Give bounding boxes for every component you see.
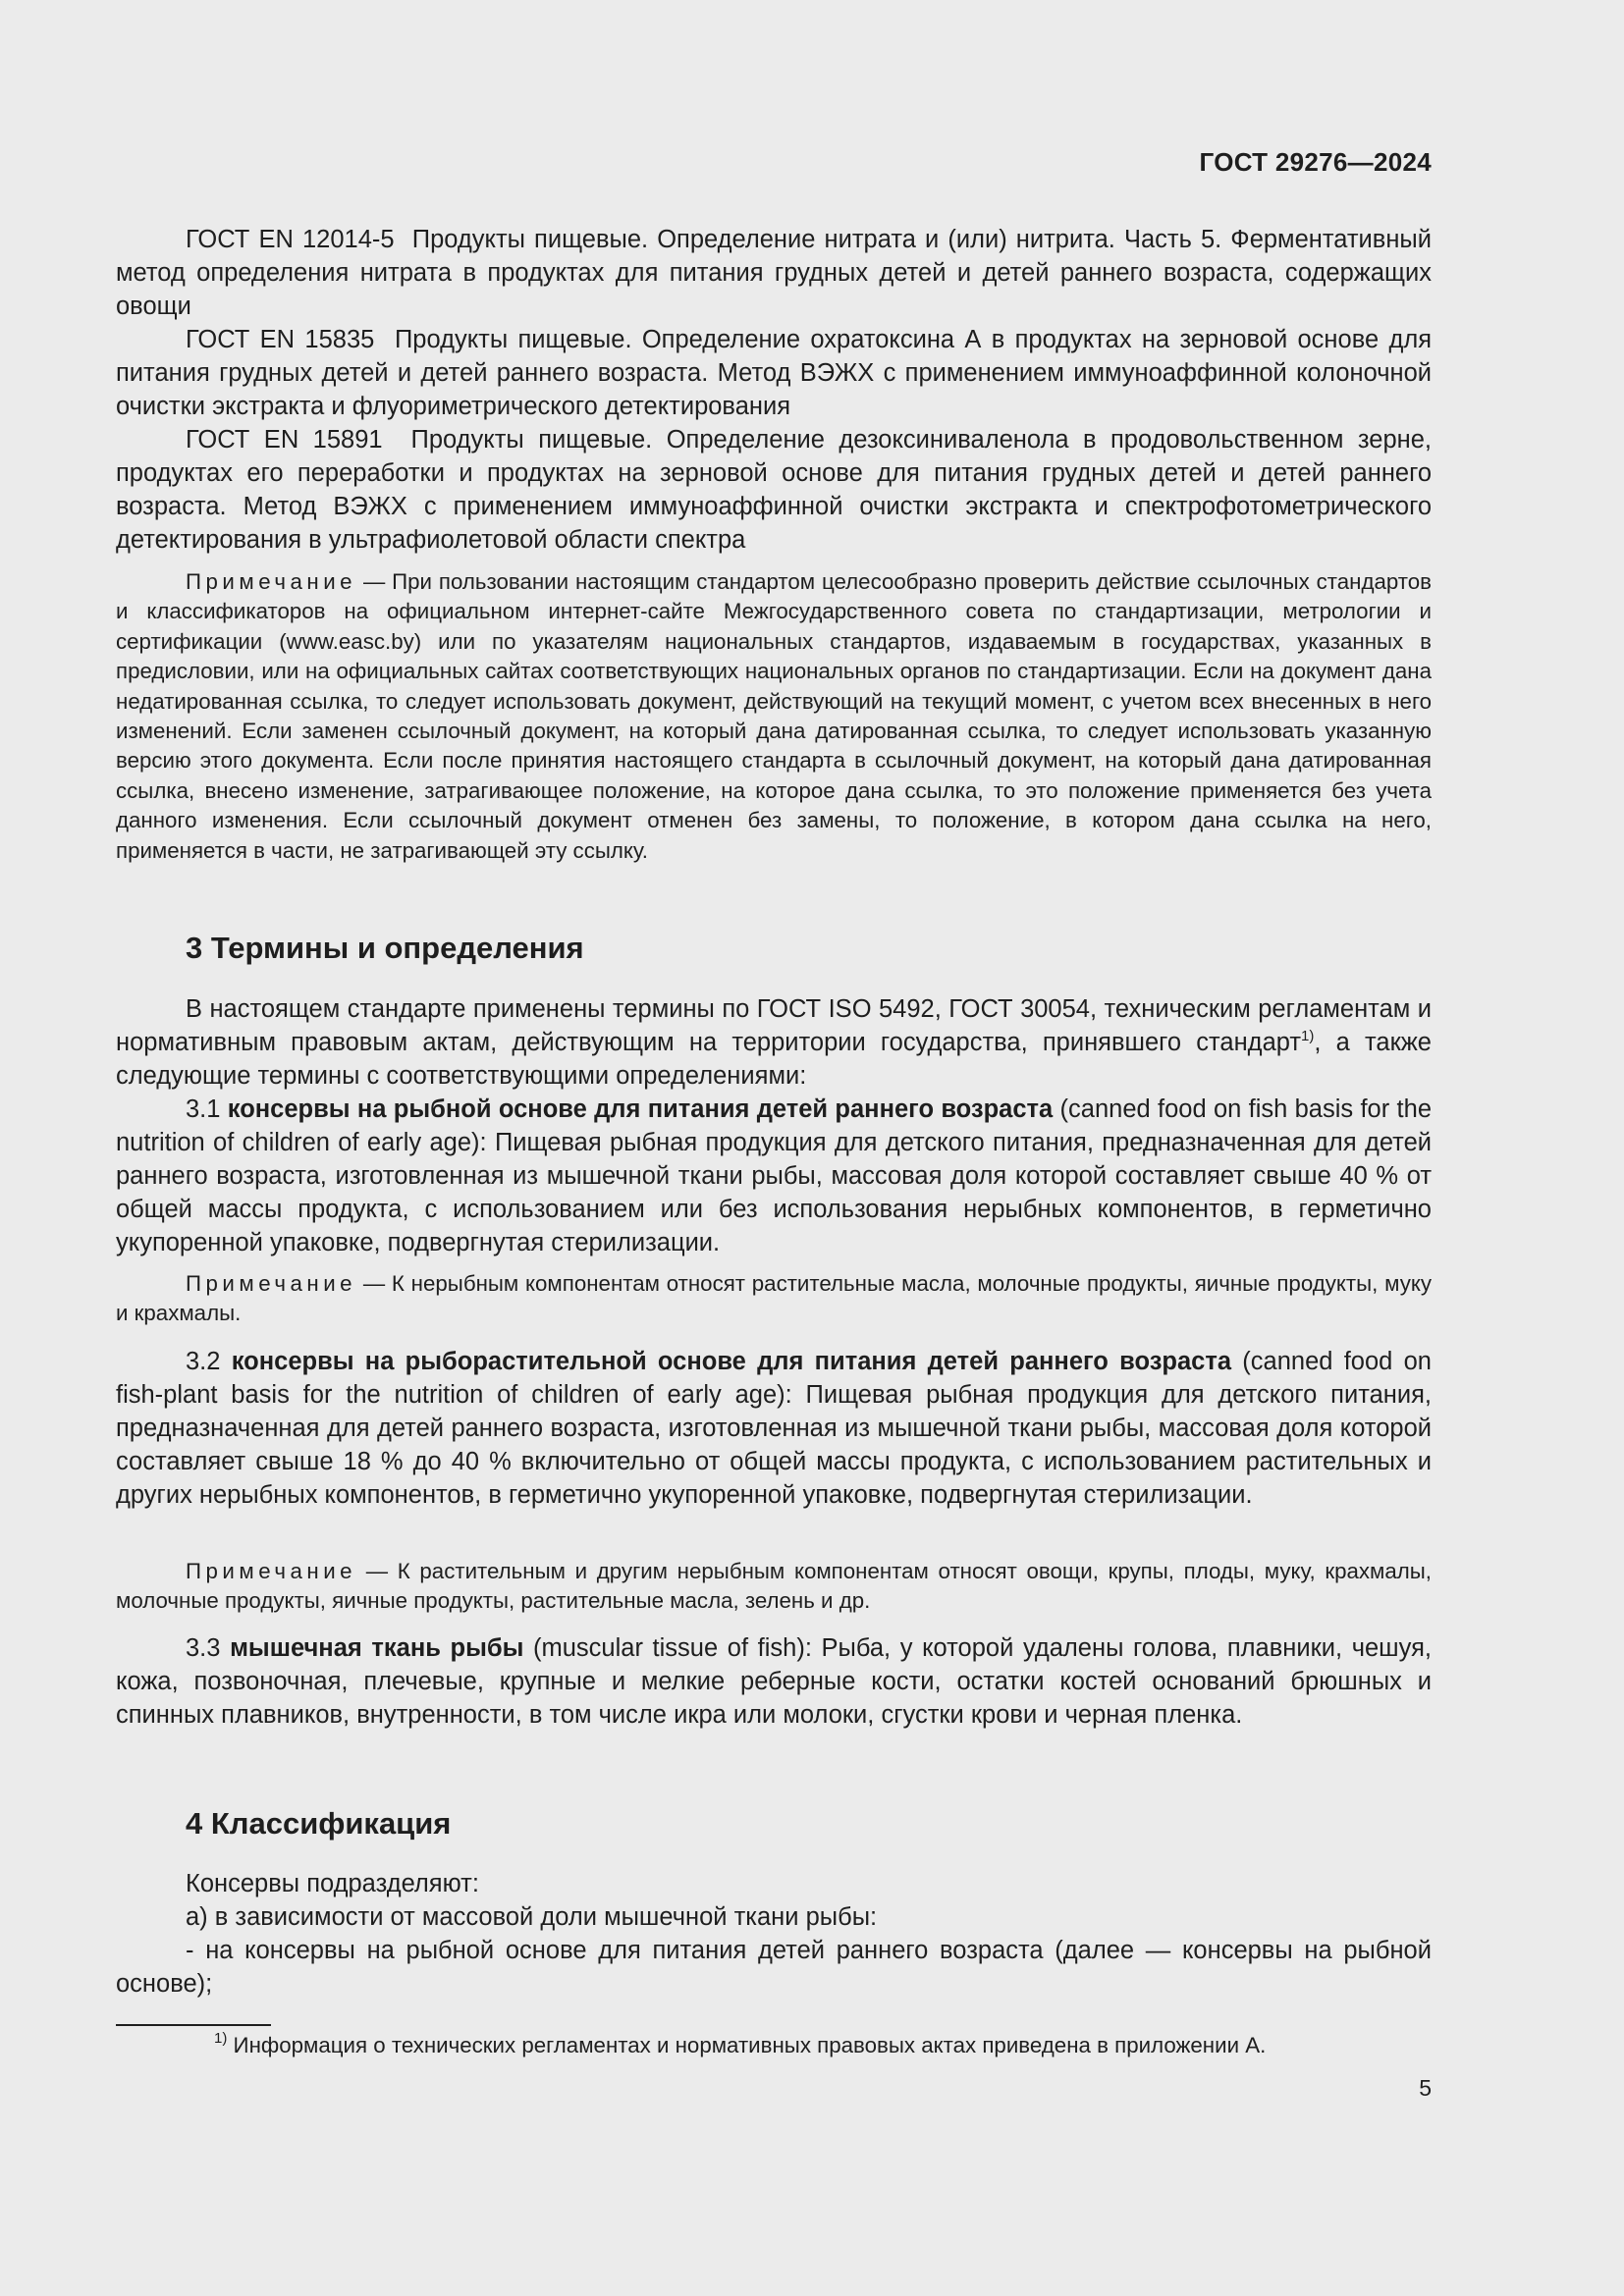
term-definition: (canned food on fish-plant basis for the nutrition of children of early age): Пищевая рыбная продукция для детского питания, предназначенная для детей раннего возраста, изготовленная из мышечной ткани рыбы, массовая доля которой составляет свыше 18 % до 40 % включительно от общей массы продукта, с использованием растительных и других нерыбных компонентов, в герметично укупоренной упаковке, подвергнутая стерилизации. [116,1348,1432,1509]
section-3-body [116,992,1432,1259]
normative-references [116,223,1432,557]
term-number: 3.1 [186,1095,221,1123]
reference-title: Продукты пищевые. Определение дезоксиниваленола в продовольственном зерне, продуктах его переработки и продуктах на зерновой основе для питания грудных детей и детей раннего возраста. Метод ВЭЖХ с применением иммуноаффинной очистки экстракта и спектрофотометрического детектирования в ультрафиолетовой области спектра [116,426,1433,554]
paragraph: Консервы подразделяют: [186,1870,479,1897]
reference-item [116,223,1432,323]
term-3-1-note [116,1269,1432,1329]
term-number: 3.2 [186,1348,221,1375]
section-4-body [116,1867,1432,2001]
reference-code: ГОСТ EN 12014-5 [186,226,395,253]
term-name: консервы на рыбной основе для питания детей раннего возраста [227,1095,1054,1123]
list-item: - на консервы на рыбной основе для питания детей раннего возраста (далее — консервы на рыбной основе); [116,1937,1432,1998]
footnote [116,2031,1530,2060]
document-code: ГОСТ 29276—2024 [1199,147,1432,177]
reference-title: Продукты пищевые. Определение нитрата и (или) нитрита. Часть 5. Ферментативный метод определения нитрата в продуктах для питания грудных детей и детей раннего возраста, содержащих овощи [116,226,1432,320]
footnote-separator [116,2024,271,2026]
note-text: — К растительным и другим нерыбным компонентам относят овощи, крупы, плоды, муку, крахмалы, молочные продукты, яичные продукты, растительные масла, зелень и др. [116,1559,1432,1614]
term-name: консервы на рыборастительной основе для питания детей раннего возраста [231,1348,1232,1375]
reference-code: ГОСТ EN 15835 [186,326,375,353]
reference-code: ГОСТ EN 15891 [186,426,383,454]
term-definition: (canned food on fish basis for the nutrition of children of early age): Пищевая рыбная продукция для детского питания, предназначенная для детей раннего возраста, изготовленная из мышечной ткани рыбы, массовая доля которой составляет свыше 40 % от общей массы продукта, с использованием или без использования нерыбных компонентов, в герметично укупоренной упаковке, подвергнутая стерилизации. [116,1095,1432,1256]
note-label: Примечание [186,1559,357,1583]
list-item: а) в зависимости от массовой доли мышечной ткани рыбы: [186,1903,878,1931]
footnote-ref: 1) [1301,1028,1315,1044]
term-name: мышечная ткань рыбы [230,1634,524,1662]
term-3-3 [116,1631,1432,1732]
section-3-intro: В настоящем стандарте применены термины по ГОСТ ISO 5492, ГОСТ 30054, техническим регламентам и нормативным правовым актам, действующим на территории государства, принявшего стандарт$^{1)}$, а также следующие термины с соответствующими определениями: [116,995,1432,1090]
section-3-heading: 3 Термины и определения [186,931,584,965]
footnote-text: Информация о технических регламентах и нормативных правовых актах приведена в приложении А. [233,2033,1267,2057]
term-3-1 [116,1093,1432,1259]
note-text: — К нерыбным компонентам относят растительные масла, молочные продукты, яичные продукты, муку и крахмалы. [116,1271,1432,1326]
note-label: Примечание [186,569,357,594]
reference-item [116,323,1432,423]
footnote-mark: 1) [214,2030,228,2047]
references-note [116,567,1432,866]
section-4-heading: 4 Классификация [186,1806,452,1841]
note-label: Примечание [186,1271,357,1296]
reference-title: Продукты пищевые. Определение охратоксина А в продуктах на зерновой основе для питания грудных детей и детей раннего возраста. Метод ВЭЖХ с применением иммуноаффинной колоночной очистки экстракта и флуориметрического детектирования [116,326,1433,420]
note-text: — При пользовании настоящим стандартом целесообразно проверить действие ссылочных стандартов и классификаторов на официальном интернет-сайте Межгосударственного совета по стандартизации, метрологии и сертификации (www.easc.by) или по указателям национальных стандартов, издаваемым в государствах, указанных в предисловии, или на официальных сайтах соответствующих национальных органов по стандартизации. Если на документ дана недатированная ссылка, то следует использовать документ, действующий на текущий момент, с учетом всех внесенных в него изменений. Если заменен ссылочный документ, на который дана датированная ссылка, то следует использовать указанную версию этого документа. Если после принятия настоящего стандарта в ссылочный документ, на который дана датированная ссылка, внесено изменение, затрагивающее положение, на которое дана ссылка, то это положение применяется без учета данного изменения. Если ссылочный документ отменен без замены, то положение, в котором дана ссылка на него, применяется в части, не затрагивающей эту ссылку. [116,569,1432,863]
page-number: 5 [1419,2075,1432,2101]
term-3-2-note [116,1557,1432,1617]
reference-item [116,423,1432,557]
term-definition: (muscular tissue of fish): Рыба, у которой удалены голова, плавники, чешуя, кожа, позвоночная, плечевые, крупные и мелкие реберные кости, остатки костей оснований брюшных и спинных плавников, внутренности, в том числе икра или молоки, сгустки крови и черная пленка. [116,1634,1432,1729]
term-number: 3.3 [186,1634,221,1662]
term-3-2 [116,1345,1432,1512]
